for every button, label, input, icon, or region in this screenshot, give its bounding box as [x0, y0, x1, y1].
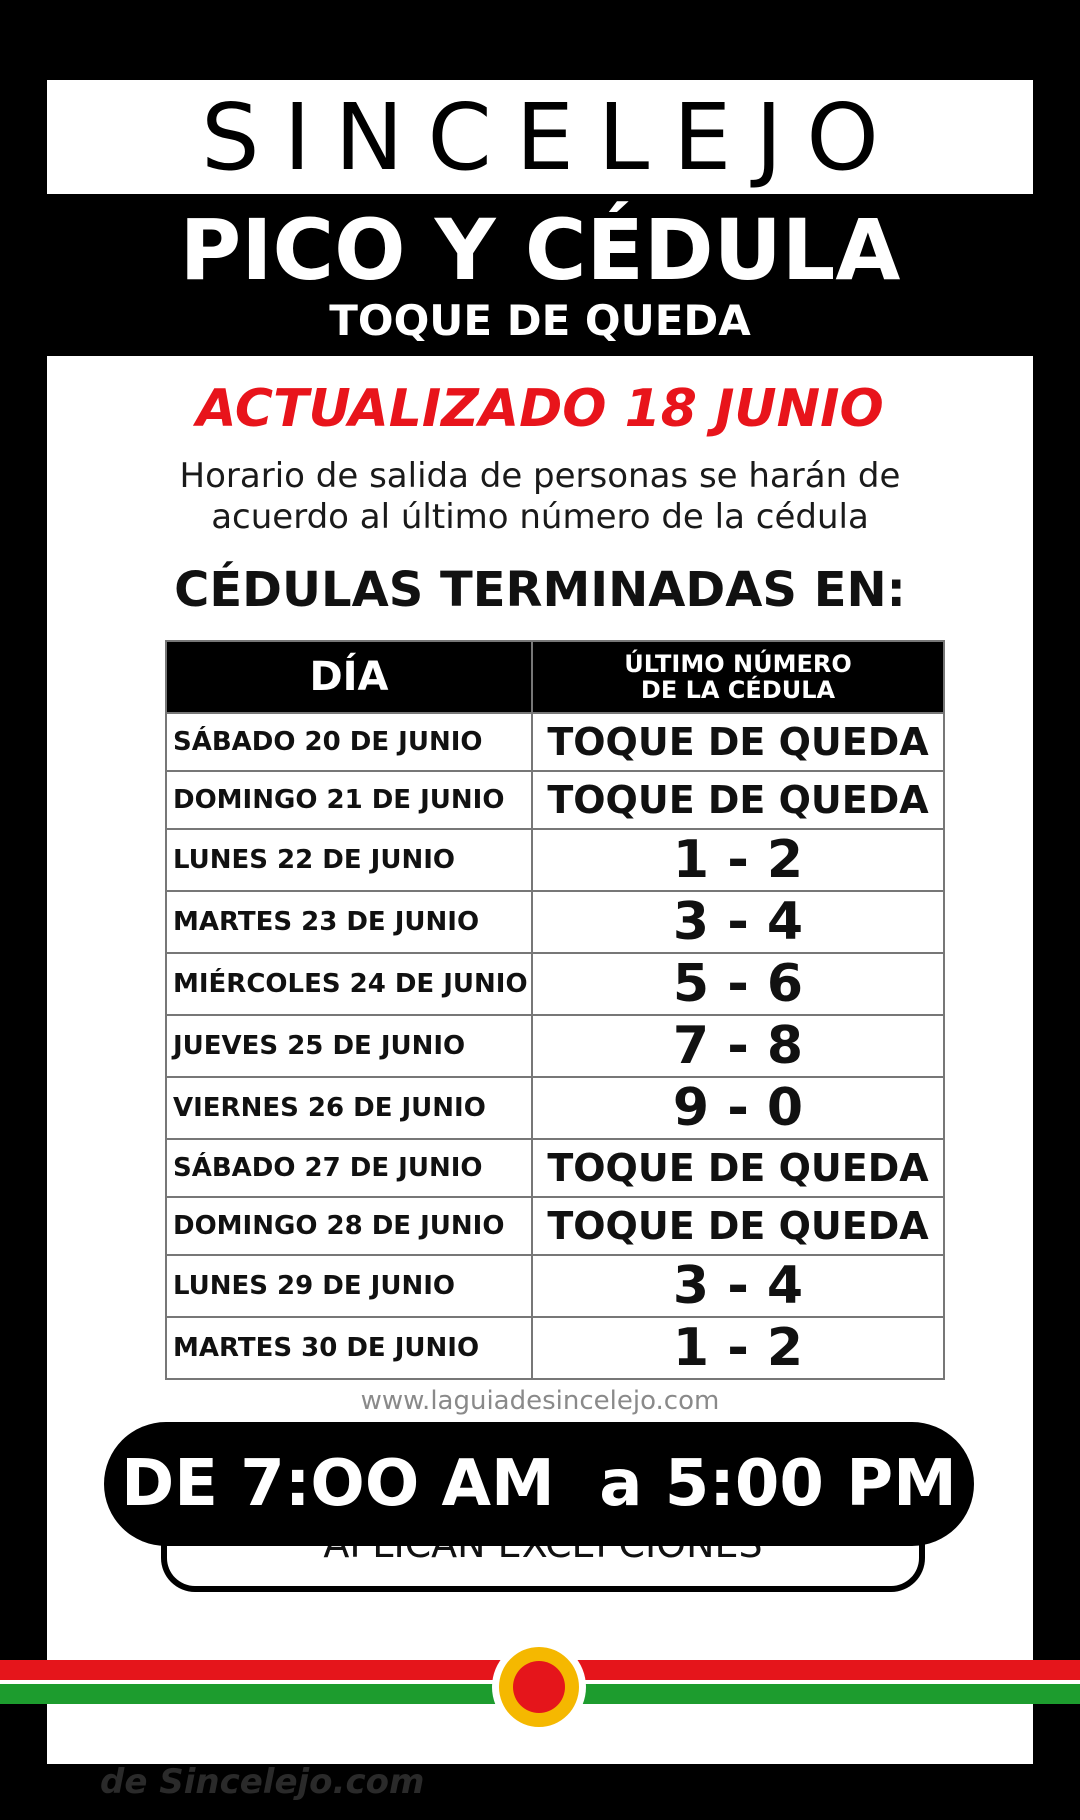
description-line-1: Horario de salida de personas se harán de — [179, 456, 901, 496]
watermark: de Sincelejo.com — [100, 1762, 425, 1802]
table-heading: CÉDULAS TERMINADAS EN: — [174, 562, 906, 618]
content-panel — [47, 356, 1033, 1764]
column-header-number-line-1: ÚLTIMO NÚMERO — [624, 650, 852, 678]
table-row — [166, 891, 944, 953]
table-row — [166, 953, 944, 1015]
number-cell: 7 - 8 — [532, 1015, 944, 1077]
day-cell: MARTES 30 DE JUNIO — [166, 1317, 532, 1379]
schedule-table — [165, 640, 945, 1380]
hours-text: DE 7:OO AM a 5:00 PM — [121, 1447, 957, 1521]
table-row — [166, 771, 944, 829]
guia-logo-icon — [492, 1640, 586, 1734]
column-header-number-line-2: DE LA CÉDULA — [640, 676, 836, 704]
number-cell: TOQUE DE QUEDA — [532, 1139, 944, 1197]
number-cell: TOQUE DE QUEDA — [532, 1197, 944, 1255]
website-url: www.laguiadesincelejo.com — [360, 1386, 720, 1416]
number-cell: 9 - 0 — [532, 1077, 944, 1139]
description — [137, 456, 943, 538]
table-row — [166, 1015, 944, 1077]
schedule-body — [166, 713, 944, 1379]
page-subtitle: TOQUE DE QUEDA — [329, 296, 751, 345]
column-header-day: DÍA — [166, 641, 532, 713]
table-row — [166, 1255, 944, 1317]
day-cell: SÁBADO 27 DE JUNIO — [166, 1139, 532, 1197]
city-name: SINCELEJO — [201, 83, 903, 191]
day-cell: JUEVES 25 DE JUNIO — [166, 1015, 532, 1077]
table-header-row — [166, 641, 944, 713]
number-cell: 5 - 6 — [532, 953, 944, 1015]
logo-core — [513, 1661, 565, 1713]
number-cell: 3 - 4 — [532, 1255, 944, 1317]
number-cell: 3 - 4 — [532, 891, 944, 953]
day-cell: DOMINGO 21 DE JUNIO — [166, 771, 532, 829]
column-header-number — [532, 641, 944, 713]
table-row — [166, 1317, 944, 1379]
table-row — [166, 829, 944, 891]
day-cell: LUNES 22 DE JUNIO — [166, 829, 532, 891]
number-cell: TOQUE DE QUEDA — [532, 771, 944, 829]
day-cell: LUNES 29 DE JUNIO — [166, 1255, 532, 1317]
day-cell: MARTES 23 DE JUNIO — [166, 891, 532, 953]
number-cell: 1 - 2 — [532, 1317, 944, 1379]
hours-pill — [104, 1422, 974, 1546]
description-line-2: acuerdo al último número de la cédula — [211, 497, 869, 537]
number-cell: 1 - 2 — [532, 829, 944, 891]
table-row — [166, 713, 944, 771]
number-cell: TOQUE DE QUEDA — [532, 713, 944, 771]
day-cell: MIÉRCOLES 24 DE JUNIO — [166, 953, 532, 1015]
city-banner — [47, 80, 1033, 194]
page-title: PICO Y CÉDULA — [179, 201, 901, 299]
table-row — [166, 1077, 944, 1139]
day-cell: DOMINGO 28 DE JUNIO — [166, 1197, 532, 1255]
updated-date: ACTUALIZADO 18 JUNIO — [196, 379, 884, 439]
table-row — [166, 1197, 944, 1255]
table-row — [166, 1139, 944, 1197]
day-cell: SÁBADO 20 DE JUNIO — [166, 713, 532, 771]
logo-ring — [499, 1647, 579, 1727]
day-cell: VIERNES 26 DE JUNIO — [166, 1077, 532, 1139]
